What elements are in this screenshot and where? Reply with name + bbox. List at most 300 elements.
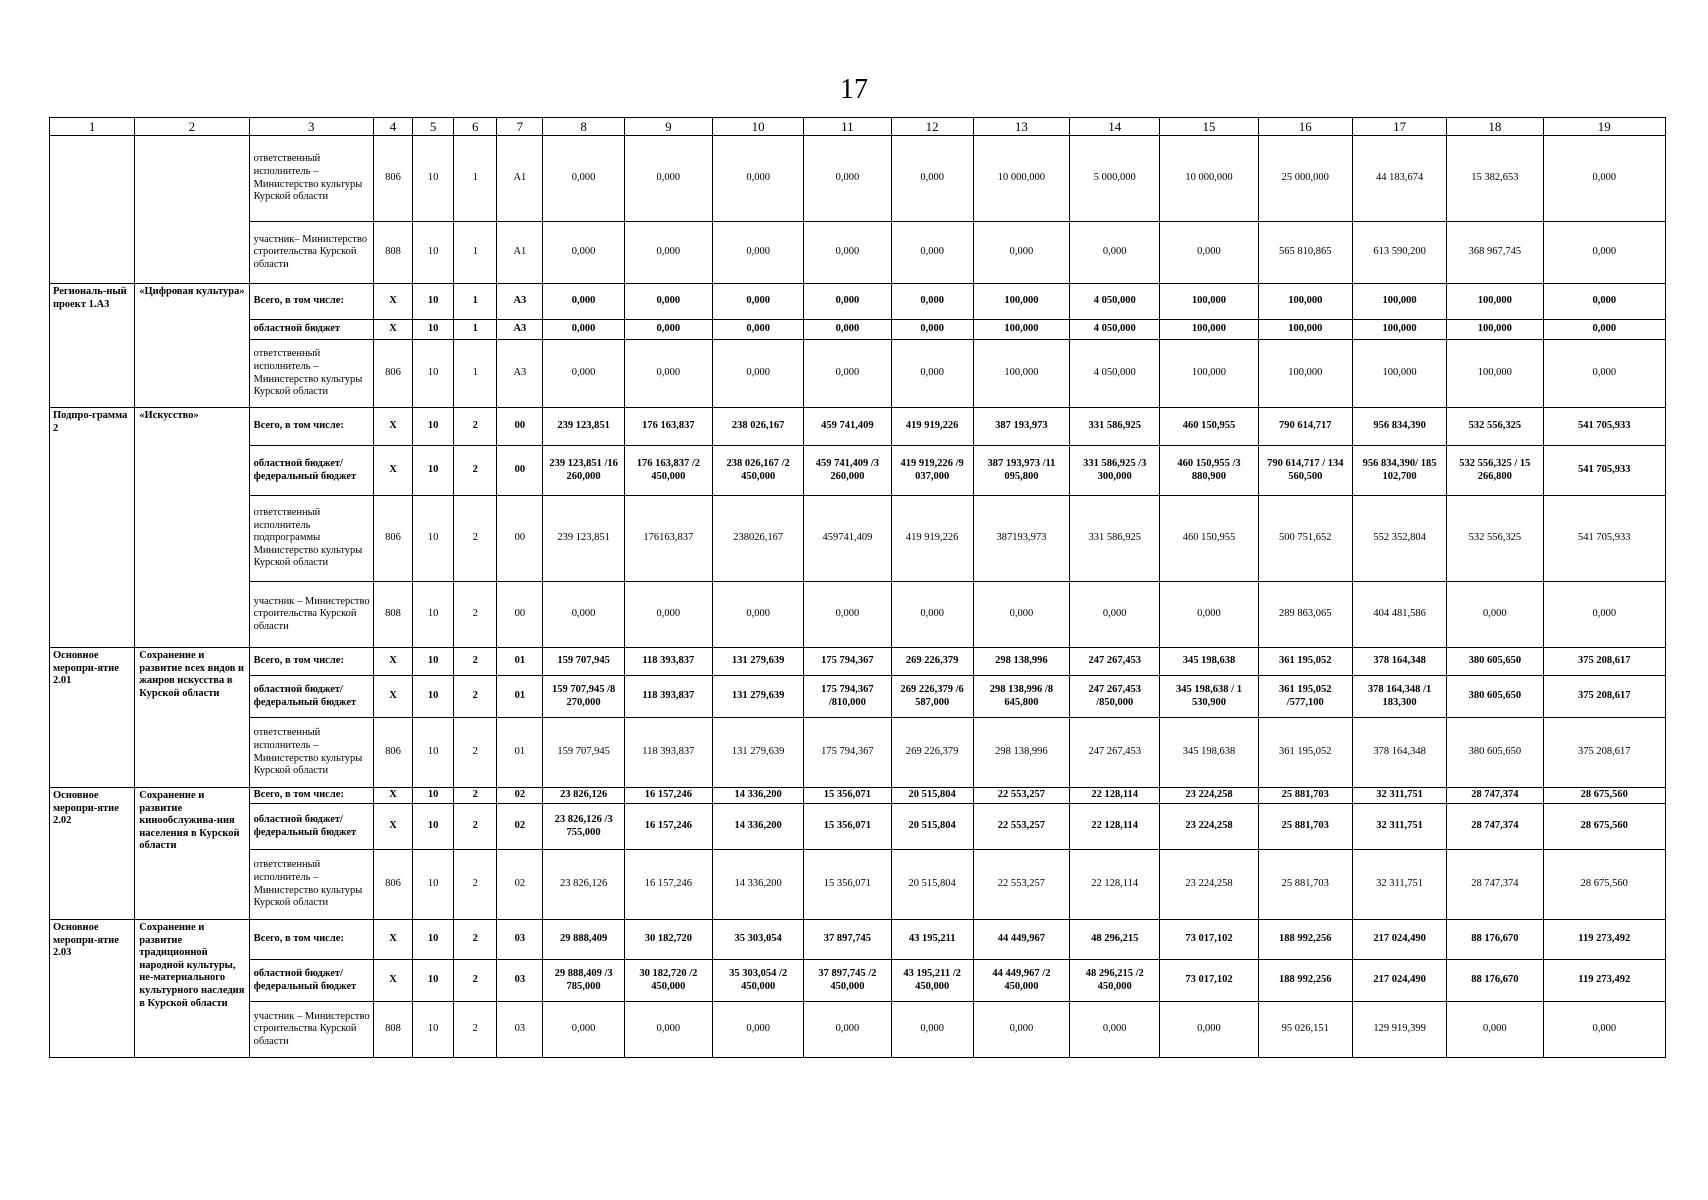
amount-cell: 0,000 xyxy=(1447,1002,1543,1058)
amount-cell: 100,000 xyxy=(1160,284,1258,320)
amount-cell: 0,000 xyxy=(1543,582,1666,648)
amount-cell: 23 224,258 xyxy=(1160,804,1258,850)
amount-cell: 14 336,200 xyxy=(712,788,803,804)
table-row xyxy=(50,446,1666,496)
amount-cell: 0,000 xyxy=(804,284,891,320)
status-cell: Основное меропри-ятие 2.01 xyxy=(50,648,135,788)
budget-code-cell: Х xyxy=(373,320,412,340)
column-number-cell: 7 xyxy=(497,118,543,136)
budget-code-cell: 03 xyxy=(497,920,543,960)
table-row xyxy=(50,496,1666,582)
amount-cell: 119 273,492 xyxy=(1543,920,1666,960)
amount-cell: 44 449,967 /2 450,000 xyxy=(973,960,1069,1002)
table-row xyxy=(50,340,1666,408)
amount-cell: 541 705,933 xyxy=(1543,496,1666,582)
amount-cell: 404 481,586 xyxy=(1352,582,1446,648)
budget-code-cell: 10 xyxy=(413,446,454,496)
budget-code-cell: А3 xyxy=(497,284,543,320)
amount-cell: 269 226,379 /6 587,000 xyxy=(891,676,973,718)
amount-cell: 380 605,650 xyxy=(1447,718,1543,788)
amount-cell: 14 336,200 xyxy=(712,804,803,850)
amount-cell: 378 164,348 /1 183,300 xyxy=(1352,676,1446,718)
amount-cell: 16 157,246 xyxy=(624,788,712,804)
amount-cell: 552 352,804 xyxy=(1352,496,1446,582)
amount-cell: 100,000 xyxy=(973,320,1069,340)
funding-source-cell: участник – Министерство строительства Курской области xyxy=(249,1002,373,1058)
amount-cell: 20 515,804 xyxy=(891,788,973,804)
budget-code-cell: 2 xyxy=(454,788,497,804)
budget-code-cell: 10 xyxy=(413,340,454,408)
budget-code-cell: 03 xyxy=(497,1002,543,1058)
column-number-cell: 17 xyxy=(1352,118,1446,136)
budget-code-cell: 10 xyxy=(413,920,454,960)
amount-cell: 368 967,745 xyxy=(1447,222,1543,284)
budget-code-cell: Х xyxy=(373,408,412,446)
amount-cell: 16 157,246 xyxy=(624,850,712,920)
amount-cell: 129 919,399 xyxy=(1352,1002,1446,1058)
amount-cell: 5 000,000 xyxy=(1070,136,1160,222)
amount-cell: 22 128,114 xyxy=(1070,850,1160,920)
amount-cell: 22 553,257 xyxy=(973,788,1069,804)
amount-cell: 0,000 xyxy=(1543,284,1666,320)
budget-code-cell: 00 xyxy=(497,446,543,496)
amount-cell: 238 026,167 /2 450,000 xyxy=(712,446,803,496)
amount-cell: 0,000 xyxy=(1070,582,1160,648)
table-row xyxy=(50,850,1666,920)
budget-code-cell: 2 xyxy=(454,850,497,920)
amount-cell: 20 515,804 xyxy=(891,850,973,920)
amount-cell: 44 449,967 xyxy=(973,920,1069,960)
amount-cell: 419 919,226 xyxy=(891,496,973,582)
amount-cell: 15 356,071 xyxy=(804,788,891,804)
amount-cell: 176 163,837 xyxy=(624,408,712,446)
amount-cell: 100,000 xyxy=(1258,284,1352,320)
amount-cell: 0,000 xyxy=(624,284,712,320)
amount-cell: 30 182,720 xyxy=(624,920,712,960)
amount-cell: 100,000 xyxy=(1258,320,1352,340)
amount-cell: 247 267,453 /850,000 xyxy=(1070,676,1160,718)
table-row xyxy=(50,284,1666,320)
column-number-cell: 18 xyxy=(1447,118,1543,136)
amount-cell: 25 881,703 xyxy=(1258,788,1352,804)
amount-cell: 0,000 xyxy=(804,1002,891,1058)
amount-cell: 29 888,409 xyxy=(543,920,624,960)
status-cell: Подпро-грамма 2 xyxy=(50,408,135,648)
program-name-cell: «Искусство» xyxy=(135,408,249,648)
table-row xyxy=(50,788,1666,804)
table-row xyxy=(50,804,1666,850)
amount-cell: 15 356,071 xyxy=(804,804,891,850)
amount-cell: 0,000 xyxy=(891,582,973,648)
budget-code-cell: 10 xyxy=(413,1002,454,1058)
amount-cell: 22 128,114 xyxy=(1070,804,1160,850)
amount-cell: 20 515,804 xyxy=(891,804,973,850)
amount-cell: 0,000 xyxy=(712,222,803,284)
amount-cell: 0,000 xyxy=(973,582,1069,648)
table-row xyxy=(50,222,1666,284)
amount-cell: 32 311,751 xyxy=(1352,804,1446,850)
amount-cell: 131 279,639 xyxy=(712,676,803,718)
budget-code-cell: 10 xyxy=(413,582,454,648)
amount-cell: 0,000 xyxy=(1447,582,1543,648)
amount-cell: 541 705,933 xyxy=(1543,408,1666,446)
amount-cell: 4 050,000 xyxy=(1070,340,1160,408)
amount-cell: 0,000 xyxy=(624,582,712,648)
amount-cell: 73 017,102 xyxy=(1160,920,1258,960)
amount-cell: 0,000 xyxy=(804,582,891,648)
column-number-cell: 19 xyxy=(1543,118,1666,136)
amount-cell: 0,000 xyxy=(712,1002,803,1058)
amount-cell: 25 881,703 xyxy=(1258,804,1352,850)
budget-code-cell: 806 xyxy=(373,136,412,222)
funding-source-cell: Всего, в том числе: xyxy=(249,920,373,960)
budget-code-cell: 808 xyxy=(373,582,412,648)
budget-table xyxy=(49,117,1666,1058)
amount-cell: 613 590,200 xyxy=(1352,222,1446,284)
funding-source-cell: Всего, в том числе: xyxy=(249,648,373,676)
column-number-cell: 11 xyxy=(804,118,891,136)
column-number-cell: 9 xyxy=(624,118,712,136)
amount-cell: 238026,167 xyxy=(712,496,803,582)
amount-cell: 118 393,837 xyxy=(624,718,712,788)
amount-cell: 0,000 xyxy=(543,340,624,408)
funding-source-cell: ответственный исполнитель подпрограммы Министерство культуры Курской области xyxy=(249,496,373,582)
amount-cell: 378 164,348 xyxy=(1352,648,1446,676)
funding-source-cell: областной бюджет/ федеральный бюджет xyxy=(249,804,373,850)
funding-source-cell: областной бюджет/ федеральный бюджет xyxy=(249,676,373,718)
amount-cell: 0,000 xyxy=(543,136,624,222)
amount-cell: 28 747,374 xyxy=(1447,788,1543,804)
amount-cell: 0,000 xyxy=(1070,222,1160,284)
amount-cell: 0,000 xyxy=(624,136,712,222)
budget-code-cell: 10 xyxy=(413,408,454,446)
amount-cell: 15 356,071 xyxy=(804,850,891,920)
budget-code-cell: 10 xyxy=(413,284,454,320)
budget-code-cell: 10 xyxy=(413,850,454,920)
amount-cell: 0,000 xyxy=(891,1002,973,1058)
budget-code-cell: А1 xyxy=(497,136,543,222)
amount-cell: 532 556,325 / 15 266,800 xyxy=(1447,446,1543,496)
status-cell: Региональ-ный проект 1.А3 xyxy=(50,284,135,408)
budget-code-cell: 2 xyxy=(454,804,497,850)
amount-cell: 119 273,492 xyxy=(1543,960,1666,1002)
amount-cell: 100,000 xyxy=(1160,340,1258,408)
amount-cell: 0,000 xyxy=(891,222,973,284)
budget-code-cell: Х xyxy=(373,446,412,496)
funding-source-cell: ответственный исполнитель – Министерство культуры Курской области xyxy=(249,850,373,920)
amount-cell: 118 393,837 xyxy=(624,676,712,718)
amount-cell: 460 150,955 xyxy=(1160,408,1258,446)
budget-code-cell: 2 xyxy=(454,648,497,676)
status-cell xyxy=(50,136,135,284)
column-number-cell: 3 xyxy=(249,118,373,136)
status-cell: Основное меропри-ятие 2.03 xyxy=(50,920,135,1058)
program-name-cell: Сохранение и развитие традиционной народной культуры, не-материального культурного наследия в Курской области xyxy=(135,920,249,1058)
budget-code-cell: 00 xyxy=(497,582,543,648)
budget-code-cell: 10 xyxy=(413,648,454,676)
amount-cell: 387 193,973 /11 095,800 xyxy=(973,446,1069,496)
funding-source-cell: ответственный исполнитель – Министерство культуры Курской области xyxy=(249,136,373,222)
column-number-cell: 6 xyxy=(454,118,497,136)
amount-cell: 345 198,638 / 1 530,900 xyxy=(1160,676,1258,718)
amount-cell: 239 123,851 xyxy=(543,496,624,582)
amount-cell: 0,000 xyxy=(712,284,803,320)
budget-code-cell: 1 xyxy=(454,222,497,284)
amount-cell: 0,000 xyxy=(624,222,712,284)
amount-cell: 0,000 xyxy=(804,320,891,340)
budget-code-cell: 01 xyxy=(497,648,543,676)
table-row xyxy=(50,1002,1666,1058)
amount-cell: 175 794,367 xyxy=(804,648,891,676)
amount-cell: 459 741,409 /3 260,000 xyxy=(804,446,891,496)
amount-cell: 100,000 xyxy=(973,284,1069,320)
program-name-cell: «Цифровая культура» xyxy=(135,284,249,408)
column-number-cell: 2 xyxy=(135,118,249,136)
amount-cell: 175 794,367 /810,000 xyxy=(804,676,891,718)
column-number-cell: 10 xyxy=(712,118,803,136)
amount-cell: 387 193,973 xyxy=(973,408,1069,446)
amount-cell: 0,000 xyxy=(543,284,624,320)
amount-cell: 22 553,257 xyxy=(973,804,1069,850)
amount-cell: 88 176,670 xyxy=(1447,920,1543,960)
budget-code-cell: 808 xyxy=(373,1002,412,1058)
amount-cell: 378 164,348 xyxy=(1352,718,1446,788)
amount-cell: 28 675,560 xyxy=(1543,804,1666,850)
amount-cell: 0,000 xyxy=(543,1002,624,1058)
amount-cell: 956 834,390/ 185 102,700 xyxy=(1352,446,1446,496)
amount-cell: 4 050,000 xyxy=(1070,320,1160,340)
budget-code-cell: 03 xyxy=(497,960,543,1002)
amount-cell: 188 992,256 xyxy=(1258,960,1352,1002)
amount-cell: 380 605,650 xyxy=(1447,676,1543,718)
amount-cell: 88 176,670 xyxy=(1447,960,1543,1002)
amount-cell: 331 586,925 xyxy=(1070,408,1160,446)
column-number-row xyxy=(50,118,1666,136)
amount-cell: 380 605,650 xyxy=(1447,648,1543,676)
budget-code-cell: 1 xyxy=(454,136,497,222)
amount-cell: 100,000 xyxy=(1352,284,1446,320)
amount-cell: 32 311,751 xyxy=(1352,788,1446,804)
budget-code-cell: 02 xyxy=(497,850,543,920)
amount-cell: 100,000 xyxy=(1258,340,1352,408)
budget-code-cell: 2 xyxy=(454,446,497,496)
amount-cell: 375 208,617 xyxy=(1543,676,1666,718)
amount-cell: 0,000 xyxy=(543,222,624,284)
amount-cell: 22 128,114 xyxy=(1070,788,1160,804)
budget-code-cell: 10 xyxy=(413,804,454,850)
amount-cell: 37 897,745 /2 450,000 xyxy=(804,960,891,1002)
budget-code-cell: 806 xyxy=(373,850,412,920)
amount-cell: 0,000 xyxy=(712,582,803,648)
budget-code-cell: Х xyxy=(373,676,412,718)
amount-cell: 48 296,215 /2 450,000 xyxy=(1070,960,1160,1002)
amount-cell: 118 393,837 xyxy=(624,648,712,676)
amount-cell: 28 747,374 xyxy=(1447,804,1543,850)
amount-cell: 10 000,000 xyxy=(1160,136,1258,222)
amount-cell: 269 226,379 xyxy=(891,648,973,676)
table-row xyxy=(50,320,1666,340)
amount-cell: 345 198,638 xyxy=(1160,718,1258,788)
funding-source-cell: ответственный исполнитель – Министерство культуры Курской области xyxy=(249,340,373,408)
amount-cell: 0,000 xyxy=(1070,1002,1160,1058)
amount-cell: 247 267,453 xyxy=(1070,718,1160,788)
amount-cell: 23 826,126 xyxy=(543,850,624,920)
amount-cell: 188 992,256 xyxy=(1258,920,1352,960)
table-row xyxy=(50,920,1666,960)
amount-cell: 35 303,054 /2 450,000 xyxy=(712,960,803,1002)
column-number-cell: 15 xyxy=(1160,118,1258,136)
amount-cell: 387193,973 xyxy=(973,496,1069,582)
budget-code-cell: 2 xyxy=(454,408,497,446)
amount-cell: 459741,409 xyxy=(804,496,891,582)
amount-cell: 0,000 xyxy=(543,320,624,340)
amount-cell: 23 224,258 xyxy=(1160,788,1258,804)
column-number-cell: 12 xyxy=(891,118,973,136)
table-row xyxy=(50,408,1666,446)
amount-cell: 460 150,955 xyxy=(1160,496,1258,582)
amount-cell: 0,000 xyxy=(973,222,1069,284)
funding-source-cell: участник– Министерство строительства Курской области xyxy=(249,222,373,284)
budget-code-cell: 00 xyxy=(497,496,543,582)
amount-cell: 28 675,560 xyxy=(1543,788,1666,804)
amount-cell: 331 586,925 xyxy=(1070,496,1160,582)
amount-cell: 217 024,490 xyxy=(1352,920,1446,960)
amount-cell: 0,000 xyxy=(1160,582,1258,648)
program-name-cell: Сохранение и развитие всех видов и жанров искусства в Курской области xyxy=(135,648,249,788)
amount-cell: 345 198,638 xyxy=(1160,648,1258,676)
amount-cell: 0,000 xyxy=(624,1002,712,1058)
budget-code-cell: 02 xyxy=(497,804,543,850)
table-row xyxy=(50,136,1666,222)
amount-cell: 100,000 xyxy=(1160,320,1258,340)
amount-cell: 565 810,865 xyxy=(1258,222,1352,284)
amount-cell: 95 026,151 xyxy=(1258,1002,1352,1058)
budget-code-cell: 01 xyxy=(497,718,543,788)
amount-cell: 0,000 xyxy=(712,136,803,222)
amount-cell: 175 794,367 xyxy=(804,718,891,788)
page-number: 17 xyxy=(840,74,868,105)
amount-cell: 0,000 xyxy=(1543,340,1666,408)
budget-code-cell: 1 xyxy=(454,340,497,408)
amount-cell: 100,000 xyxy=(1352,320,1446,340)
funding-source-cell: ответственный исполнитель – Министерство культуры Курской области xyxy=(249,718,373,788)
amount-cell: 159 707,945 xyxy=(543,718,624,788)
budget-code-cell: 10 xyxy=(413,320,454,340)
amount-cell: 375 208,617 xyxy=(1543,718,1666,788)
amount-cell: 459 741,409 xyxy=(804,408,891,446)
amount-cell: 375 208,617 xyxy=(1543,648,1666,676)
amount-cell: 43 195,211 /2 450,000 xyxy=(891,960,973,1002)
table-row xyxy=(50,960,1666,1002)
amount-cell: 298 138,996 xyxy=(973,718,1069,788)
program-name-cell xyxy=(135,136,249,284)
amount-cell: 298 138,996 /8 645,800 xyxy=(973,676,1069,718)
column-number-cell: 8 xyxy=(543,118,624,136)
budget-code-cell: 2 xyxy=(454,1002,497,1058)
budget-code-cell: 02 xyxy=(497,788,543,804)
budget-code-cell: 2 xyxy=(454,920,497,960)
amount-cell: 159 707,945 xyxy=(543,648,624,676)
amount-cell: 0,000 xyxy=(624,340,712,408)
funding-source-cell: Всего, в том числе: xyxy=(249,788,373,804)
budget-code-cell: 2 xyxy=(454,960,497,1002)
amount-cell: 176163,837 xyxy=(624,496,712,582)
amount-cell: 0,000 xyxy=(1543,222,1666,284)
budget-code-cell: 1 xyxy=(454,320,497,340)
amount-cell: 23 224,258 xyxy=(1160,850,1258,920)
column-number-cell: 1 xyxy=(50,118,135,136)
amount-cell: 4 050,000 xyxy=(1070,284,1160,320)
column-number-cell: 13 xyxy=(973,118,1069,136)
amount-cell: 0,000 xyxy=(804,340,891,408)
budget-code-cell: 10 xyxy=(413,718,454,788)
amount-cell: 419 919,226 /9 037,000 xyxy=(891,446,973,496)
amount-cell: 361 195,052 xyxy=(1258,648,1352,676)
amount-cell: 238 026,167 xyxy=(712,408,803,446)
budget-code-cell: 2 xyxy=(454,676,497,718)
amount-cell: 331 586,925 /3 300,000 xyxy=(1070,446,1160,496)
column-number-cell: 16 xyxy=(1258,118,1352,136)
budget-code-cell: Х xyxy=(373,788,412,804)
budget-code-cell: 806 xyxy=(373,718,412,788)
budget-code-cell: 10 xyxy=(413,496,454,582)
budget-code-cell: А3 xyxy=(497,320,543,340)
budget-code-cell: 806 xyxy=(373,340,412,408)
budget-code-cell: 10 xyxy=(413,960,454,1002)
amount-cell: 0,000 xyxy=(891,136,973,222)
amount-cell: 790 614,717 xyxy=(1258,408,1352,446)
amount-cell: 25 000,000 xyxy=(1258,136,1352,222)
amount-cell: 159 707,945 /8 270,000 xyxy=(543,676,624,718)
table-row xyxy=(50,676,1666,718)
budget-code-cell: А3 xyxy=(497,340,543,408)
amount-cell: 0,000 xyxy=(1160,1002,1258,1058)
amount-cell: 176 163,837 /2 450,000 xyxy=(624,446,712,496)
amount-cell: 0,000 xyxy=(1543,320,1666,340)
amount-cell: 23 826,126 /3 755,000 xyxy=(543,804,624,850)
amount-cell: 0,000 xyxy=(891,320,973,340)
funding-source-cell: Всего, в том числе: xyxy=(249,284,373,320)
amount-cell: 15 382,653 xyxy=(1447,136,1543,222)
amount-cell: 532 556,325 xyxy=(1447,408,1543,446)
amount-cell: 48 296,215 xyxy=(1070,920,1160,960)
budget-code-cell: Х xyxy=(373,648,412,676)
funding-source-cell: областной бюджет xyxy=(249,320,373,340)
amount-cell: 44 183,674 xyxy=(1352,136,1446,222)
amount-cell: 956 834,390 xyxy=(1352,408,1446,446)
amount-cell: 131 279,639 xyxy=(712,718,803,788)
status-cell: Основное меропри-ятие 2.02 xyxy=(50,788,135,920)
budget-code-cell: 10 xyxy=(413,136,454,222)
amount-cell: 541 705,933 xyxy=(1543,446,1666,496)
budget-code-cell: 10 xyxy=(413,788,454,804)
budget-code-cell: 2 xyxy=(454,718,497,788)
amount-cell: 0,000 xyxy=(1160,222,1258,284)
funding-source-cell: областной бюджет/ федеральный бюджет xyxy=(249,960,373,1002)
budget-code-cell: 10 xyxy=(413,676,454,718)
amount-cell: 0,000 xyxy=(891,284,973,320)
amount-cell: 239 123,851 xyxy=(543,408,624,446)
amount-cell: 22 553,257 xyxy=(973,850,1069,920)
amount-cell: 28 747,374 xyxy=(1447,850,1543,920)
budget-code-cell: А1 xyxy=(497,222,543,284)
table-row xyxy=(50,718,1666,788)
amount-cell: 0,000 xyxy=(891,340,973,408)
amount-cell: 0,000 xyxy=(804,136,891,222)
amount-cell: 0,000 xyxy=(543,582,624,648)
budget-code-cell: 2 xyxy=(454,496,497,582)
amount-cell: 35 303,054 xyxy=(712,920,803,960)
